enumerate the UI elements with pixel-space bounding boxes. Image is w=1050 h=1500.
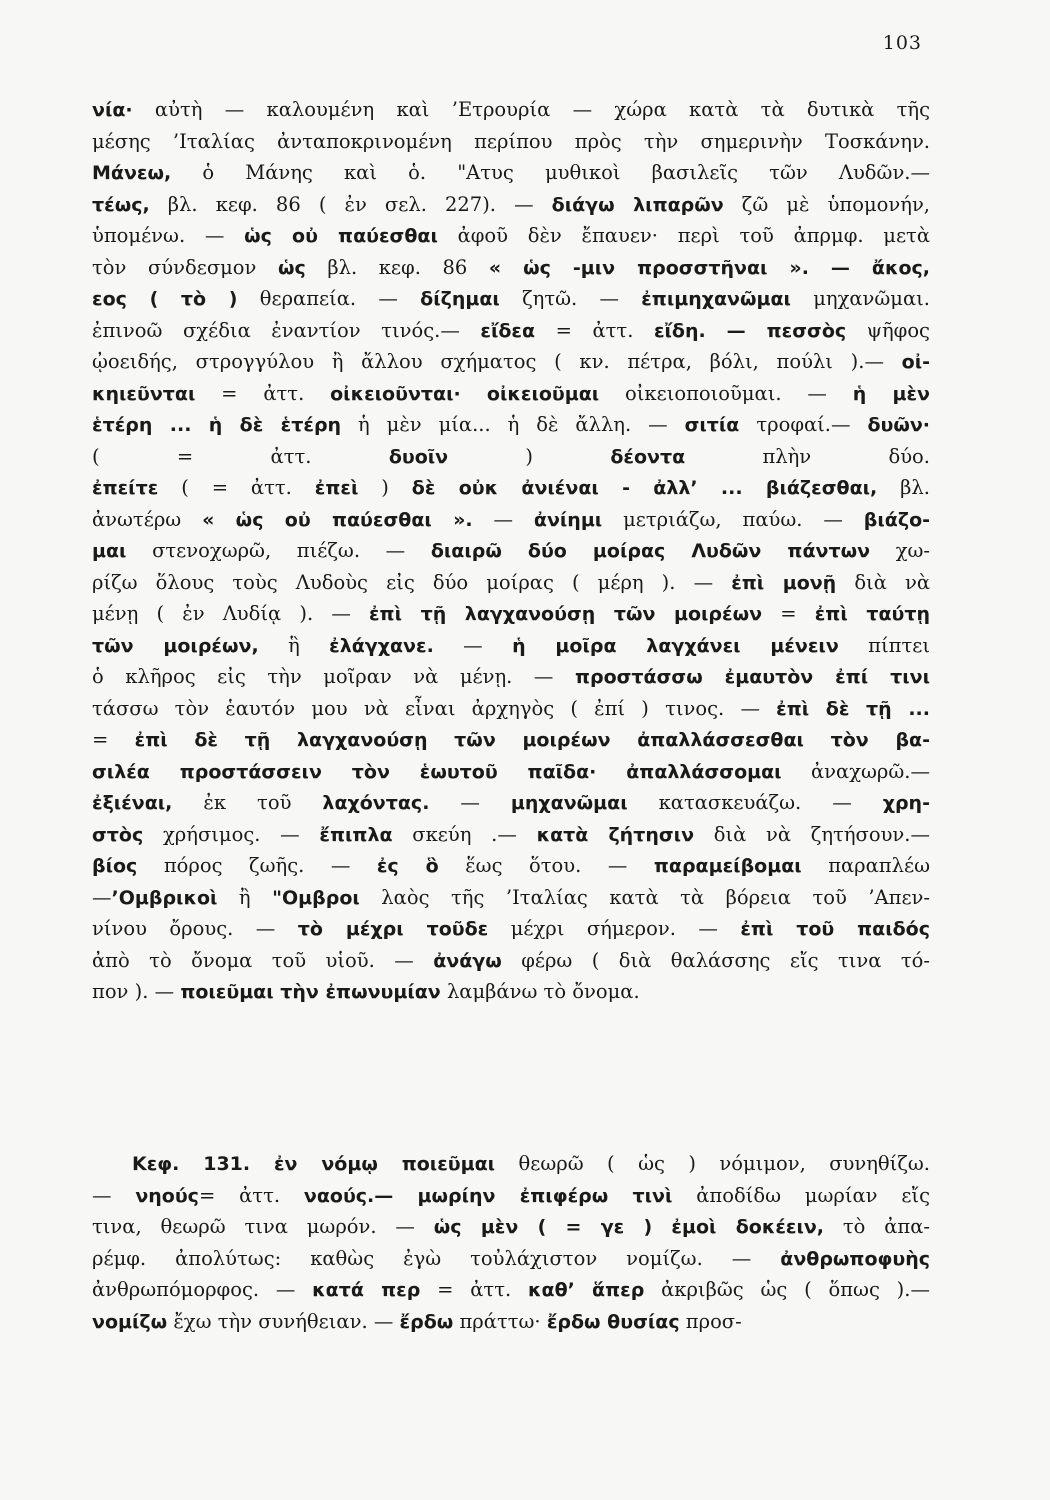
gloss-text: σκεύη .— (392, 822, 537, 846)
lemma-term: παραμείβομαι (653, 855, 802, 877)
gloss-text: ἀκριβῶς ὡς ( ὅπως ).— (644, 1278, 930, 1301)
lemma-term: βιάζο- (863, 508, 931, 531)
gloss-text: ψῆφος (846, 318, 930, 342)
lemma-term: τῶν μοιρέων, (92, 634, 259, 657)
gloss-text: λαὸς τῆς ’Ιταλίας κατὰ τὰ βόρεια τοῦ ’Απεν- (359, 885, 930, 909)
gloss-text: χρήσιμος. — (143, 822, 320, 846)
lemma-term: ποιεῦμαι τὴν ἐπωνυμίαν (180, 981, 441, 1003)
gloss-text: βλ. (877, 476, 930, 499)
gloss-text: πίπτει (838, 633, 930, 657)
commentary-section-1 (92, 94, 930, 1008)
gloss-text: νίνου ὄρους. — (92, 917, 298, 940)
lemma-term: λαχόντας. (322, 792, 430, 814)
lemma-term: εἴδη. — πεσσὸς (653, 319, 847, 342)
gloss-text: ἐπινοῶ σχέδια ἐναντίον τινός.— (92, 318, 481, 342)
lemma-term: Μάνεω, (92, 162, 172, 184)
text-line (92, 535, 930, 567)
gloss-text: ἀνθρωπόμορφος. — (92, 1278, 313, 1301)
text-line (92, 567, 930, 599)
lemma-term: "Ομβροι (272, 886, 360, 909)
gloss-text: τροφαί.— (739, 413, 868, 436)
lemma-term: ἐς ὃ (376, 855, 439, 877)
gloss-text: = ἀττ. (420, 1278, 529, 1301)
lemma-term: προστάσσω ἐμαυτὸν ἐπί τινι (574, 666, 930, 688)
lemma-term: δίζημαι (420, 288, 500, 310)
gloss-text: — (472, 507, 534, 531)
gloss-text: οἰκειοποιοῦμαι. — (599, 381, 853, 405)
text-line (92, 94, 930, 126)
text-line (92, 1306, 930, 1338)
lemma-term: ὡς (277, 256, 306, 279)
text-line (92, 126, 930, 158)
gloss-text: = (762, 602, 815, 625)
gloss-text: πράττω· (453, 1309, 547, 1333)
text-line (92, 850, 930, 882)
lemma-term: ἐπὶ δὲ τῇ λαγχανούσῃ τῶν μοιρέων ἀπαλλάσσεσθαι τὸν βα- (134, 729, 930, 751)
gloss-text: — (433, 633, 513, 657)
gloss-text: ζητῶ. — (499, 287, 642, 310)
gloss-text: ἀπὸ τὸ ὄνομα τοῦ υἱοῦ. — (92, 948, 434, 972)
gloss-text: μηχανῶμαι. (790, 287, 930, 310)
lemma-term: κηιεῦνται (92, 382, 196, 405)
text-line (92, 1148, 930, 1180)
gloss-text: = ἀττ. (535, 318, 654, 342)
gloss-text: πον ). — (92, 980, 181, 1003)
lemma-term: ἐπιμηχανῶμαι (641, 288, 791, 310)
text-line (92, 1180, 930, 1212)
lemma-term: σιτία (684, 414, 740, 436)
gloss-text: ρίζω ὅλους τοὺς Λυδοὺς εἰς δύο μοίρας ( μέρη ). — (92, 570, 732, 594)
gloss-text: λαμβάνω τὸ ὄνομα. (440, 980, 640, 1003)
gloss-text: ρέμφ. ἀπολύτως: καθὼς ἐγὼ τοὐλάχιστον νομίζω. — (92, 1246, 781, 1270)
text-line (92, 157, 930, 189)
gloss-text: μέχρι σήμερον. — (488, 917, 741, 940)
text-line (92, 252, 930, 284)
lemma-term: νία· (92, 99, 133, 121)
gloss-text: ἕως ὅτου. — (438, 854, 654, 877)
gloss-text: ) (448, 444, 611, 468)
lemma-term: οἰκειοῦνται· οἰκειοῦμαι (330, 382, 600, 405)
gloss-text: τάσσω τὸν ἑαυτόν μου νὰ εἶναι ἀρχηγὸς ( ἐπί ) τινος. — (92, 696, 777, 720)
gloss-text: βλ. κεφ. 86 ( ἐν σελ. 227). — (149, 192, 552, 216)
gloss-text: διὰ νὰ ζητήσουν.— (694, 822, 930, 846)
text-line (92, 630, 930, 662)
lemma-term: οἰ- (901, 351, 930, 373)
text-line (92, 283, 930, 315)
gloss-text: ὁ κλῆρος εἰς τὴν μοῖραν νὰ μένῃ. — (92, 665, 575, 688)
lemma-term: ἐπείτε (92, 477, 159, 499)
gloss-text: παραπλέω (801, 854, 930, 877)
text-line (92, 945, 930, 977)
text-line (92, 693, 930, 725)
lemma-term: νηούς (135, 1184, 199, 1207)
lemma-term: κατὰ ζήτησιν (536, 823, 695, 846)
gloss-text: — (429, 791, 511, 814)
text-line (92, 472, 930, 504)
gloss-text: ἐκ τοῦ (172, 791, 323, 814)
gloss-text: θεραπεία. — (237, 287, 421, 310)
lemma-term: τέως, (92, 193, 150, 216)
gloss-text: — (92, 1183, 136, 1207)
text-line (92, 882, 930, 914)
lemma-term: ἡ μὲν (852, 382, 930, 405)
lemma-term: δέοντα (610, 445, 686, 468)
gloss-text: θεωρῶ ( ὡς ) νόμιμον, συνηθίζω. (495, 1152, 930, 1175)
lemma-term: ἑτέρη ... ἡ δὲ ἑτέρη (92, 414, 342, 436)
text-line (92, 756, 930, 788)
lemma-term: κατά περ (312, 1279, 421, 1301)
gloss-text: πλὴν δύο. (685, 444, 930, 468)
gloss-text: τὸ ἀπα- (824, 1215, 930, 1238)
gloss-text: ᾠοειδής, στρογγύλου ἢ ἄλλου σχήματος ( κν. πέτρα, βόλι, πούλι ).— (92, 350, 902, 373)
gloss-text: ἀποδίδω μωρίαν εἴς (672, 1183, 930, 1207)
gloss-text: = ἀττ. (198, 1183, 304, 1207)
gloss-text: φέρω ( διὰ θαλάσσης εἴς τινα τό- (501, 948, 930, 972)
text-line (92, 787, 930, 819)
gloss-text: — (92, 885, 112, 909)
gloss-text: τινα, θεωρῶ τινα μωρόν. — (92, 1215, 434, 1238)
gloss-text: ἡ μὲν μία... ἡ δὲ ἄλλη. — (341, 413, 685, 436)
lemma-term: ἀνθρωποφυὴς (780, 1247, 930, 1270)
lemma-term: ἡ μοῖρα λαγχάνει μένειν (512, 634, 839, 657)
gloss-text: τὸν σύνδεσμον (92, 255, 278, 279)
text-line (92, 409, 930, 441)
text-line (92, 819, 930, 851)
lemma-term: Κεφ. 131. ἐν νόμῳ ποιεῦμαι (132, 1153, 496, 1175)
text-line (92, 378, 930, 410)
lemma-term: ἀνίημι (533, 508, 603, 531)
gloss-text: βλ. κεφ. 86 (305, 255, 489, 279)
gloss-text: = ἀττ. (195, 381, 331, 405)
gloss-text: μετριάζω, παύω. — (602, 507, 864, 531)
gloss-text: ( = ἀττ. (92, 444, 389, 468)
lemma-term: ἔρδω (399, 1310, 454, 1333)
gloss-text: ἔχω τὴν συνήθειαν. — (167, 1309, 400, 1333)
text-line (92, 504, 930, 536)
gloss-text: ἣ (258, 633, 330, 657)
gloss-text: ) (358, 476, 412, 499)
lemma-term: ἀνάγω (433, 949, 502, 972)
lemma-term: εἴδεα (480, 319, 536, 342)
gloss-text: μέσης ’Ιταλίας ἀνταποκρινομένη περίπου πρὸς τὴν σημερινὴν Τοσκάνην. (92, 129, 930, 153)
gloss-text: στενοχωρῶ, πιέζω. — (126, 539, 431, 562)
lemma-term: ὡς οὐ παύεσθαι (244, 225, 438, 247)
lemma-term: ἐπὶ δὲ τῇ ... (776, 697, 930, 720)
text-line (92, 1274, 930, 1306)
gloss-text: ( = ἀττ. (158, 476, 315, 499)
lemma-term: ἐλάγχανε. (329, 634, 434, 657)
gloss-text: ἀναχωρῶ.— (781, 759, 930, 783)
lemma-term: ἐπεὶ (314, 477, 359, 499)
gloss-text: αὐτὴ — καλουμένη καὶ ’Ετρουρία — χώρα κατὰ τὰ δυτικὰ τῆς (132, 98, 930, 121)
lemma-term: « ὡς -μιν προσστῆναι ». — ἄκος, (488, 256, 930, 279)
lemma-term: δυοῖν (388, 445, 449, 468)
lemma-term: σιλέα προστάσσειν τὸν ἑωυτοῦ παῖδα· ἀπαλλάσσομαι (92, 760, 782, 783)
gloss-text: κατασκευάζω. — (627, 791, 883, 814)
lemma-term: ναούς.— μωρίην ἐπιφέρω τινὶ (303, 1184, 673, 1207)
lemma-term: καθ’ ἅπερ (528, 1279, 645, 1301)
text-line (92, 913, 930, 945)
gloss-text: ὑπομένω. — (92, 224, 245, 247)
lemma-term: ἐπὶ μονῇ (731, 571, 837, 594)
lemma-term: στὸς (92, 823, 144, 846)
lemma-term: ’Ομβρικοὶ (111, 886, 218, 909)
text-line (92, 598, 930, 630)
lemma-term: βίος (92, 855, 138, 877)
lemma-term: ἐπὶ ταύτῃ (814, 603, 930, 625)
gloss-text: διὰ νὰ (836, 570, 930, 594)
text-line (92, 220, 930, 252)
lemma-term: ἔρδω θυσίας (546, 1310, 680, 1333)
text-line (92, 1243, 930, 1275)
text-line (92, 1211, 930, 1243)
gloss-text: ὁ Μάνης καὶ ὁ. "Ατυς μυθικοὶ βασιλεῖς τῶν Λυδῶν.— (171, 161, 930, 184)
lemma-term: ἐξιέναι, (92, 792, 173, 814)
lemma-term: νομίζω (92, 1310, 168, 1333)
gloss-text: ἀφοῦ δὲν ἔπαυεν· περὶ τοῦ ἀπρμφ. μετὰ (437, 224, 931, 247)
gloss-text: πόρος ζωῆς. — (137, 854, 377, 877)
lemma-term: ἐπὶ τῇ λαγχανούσῃ τῶν μοιρέων (368, 603, 763, 625)
text-line (92, 189, 930, 221)
lemma-term: διάγω λιπαρῶν (551, 193, 724, 216)
lemma-term: διαιρῶ δύο μοίρας Λυδῶν πάντων (430, 540, 871, 562)
lemma-term: μαι (92, 540, 127, 562)
gloss-text: χω- (870, 539, 930, 562)
lemma-term: δὲ οὐκ ἀνιέναι - ἀλλ’ ... βιάζεσθαι, (411, 477, 878, 499)
text-line (92, 346, 930, 378)
text-line (92, 315, 930, 347)
lemma-term: « ὡς οὐ παύεσθαι ». (202, 508, 473, 531)
text-line (92, 441, 930, 473)
gloss-text: ζῶ μὲ ὑπομονήν, (723, 192, 930, 216)
lemma-term: εος ( τὸ ) (92, 288, 238, 310)
gloss-text: = (92, 728, 135, 751)
gloss-text: ἀνωτέρω (92, 507, 203, 531)
gloss-text: μένῃ ( ἐν Λυδίᾳ ). — (92, 602, 369, 625)
text-line (92, 661, 930, 693)
gloss-text: ἢ (217, 885, 273, 909)
text-line (92, 724, 930, 756)
lemma-term: ἔπιπλα (319, 823, 393, 846)
lemma-term: ὡς μὲν ( = γε ) ἐμοὶ δοκέειν, (433, 1216, 825, 1238)
lemma-term: χρη- (882, 792, 930, 814)
commentary-section-2 (92, 1148, 930, 1337)
lemma-term: δυῶν· (867, 414, 930, 436)
lemma-term: ἐπὶ τοῦ παιδός (740, 918, 930, 940)
lemma-term: μηχανῶμαι (510, 792, 628, 814)
text-line (92, 976, 930, 1008)
lemma-term: τὸ μέχρι τοῦδε (297, 918, 489, 940)
page-number: 103 (882, 32, 922, 54)
gloss-text: προσ- (679, 1309, 742, 1333)
